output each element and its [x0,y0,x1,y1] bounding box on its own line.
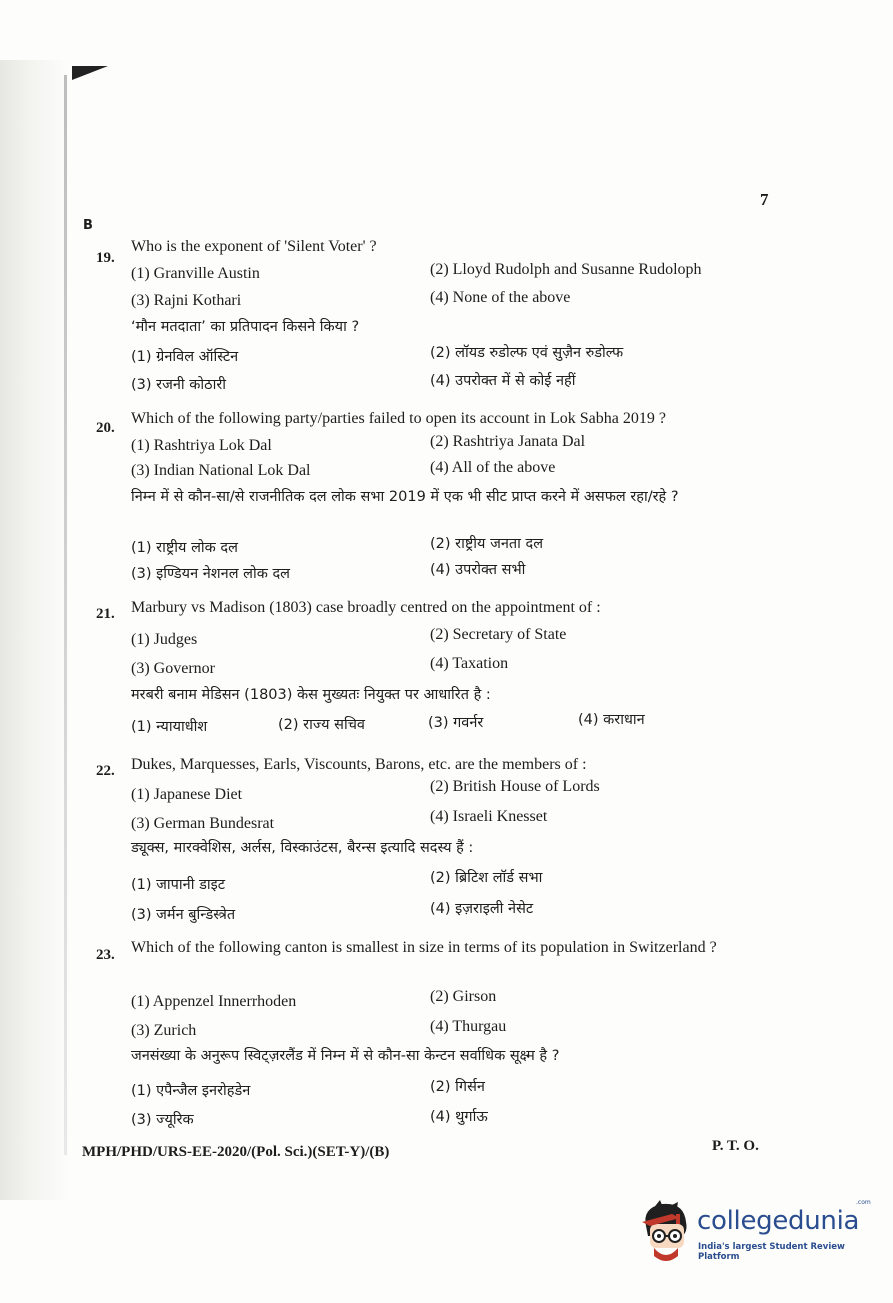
option-en-3: (3) Rajni Kothari [131,292,242,309]
corner-mark [72,66,108,80]
option-en-3: (3) German Bundesrat [131,815,275,832]
option-hi-2: (2) राष्ट्रीय जनता दल [430,536,544,552]
option-hi-2: (2) लॉयड रुडोल्फ एवं सुज़ैन रुडोल्फ [430,345,624,361]
option-hi-2: (2) ब्रिटिश लॉर्ड सभा [430,870,543,886]
option-hi-3: (3) जर्मन बुन्डिस्त्रेत [131,907,236,923]
question-text-en: Who is the exponent of 'Silent Voter' ? [131,238,377,255]
option-hi-4: (4) उपरोक्त सभी [430,562,526,578]
option-en-2: (2) Lloyd Rudolph and Susanne Rudoloph [430,261,702,278]
exam-code-footer: MPH/PHD/URS-EE-2020/(Pol. Sci.)(SET-Y)/(B) [82,1144,390,1160]
question-text-hi: निम्न में से कौन-सा/से राजनीतिक दल लोक सभा 2019 में एक भी सीट प्राप्त करने में असफल रहा/रहे ? [131,489,679,505]
scan-edge-shadow [0,60,70,1200]
question-number: 19. [96,250,115,266]
logo-wordmark: collegedunia [697,1206,860,1236]
option-en-4: (4) Taxation [430,655,509,672]
question-text-en: Which of the following canton is smallest in size in terms of its population in Switzerland ? [131,939,717,956]
collegedunia-logo [632,1196,871,1266]
option-en-1: (1) Rashtriya Lok Dal [131,437,272,454]
scan-binding-line [64,75,67,1155]
question-text-en: Dukes, Marquesses, Earls, Viscounts, Barons, etc. are the members of : [131,756,587,773]
option-hi-1: (1) न्यायाधीश [131,719,208,735]
option-hi-3: (3) ज्यूरिक [131,1112,194,1128]
option-en-1: (1) Appenzel Innerrhoden [131,993,297,1010]
option-hi-4: (4) उपरोक्त में से कोई नहीं [430,373,576,389]
option-hi-4: (4) थुर्गाऊ [430,1109,488,1125]
option-en-2: (2) Rashtriya Janata Dal [430,433,586,450]
question-text-en: Which of the following party/parties failed to open its account in Lok Sabha 2019 ? [131,410,666,427]
option-en-3: (3) Indian National Lok Dal [131,462,311,479]
question-text-hi: ‘मौन मतदाता’ का प्रतिपादन किसने किया ? [131,319,360,335]
option-hi-4: (4) इज़राइली नेसेट [430,901,534,917]
option-en-4: (4) Israeli Knesset [430,808,548,825]
question-text-hi: मरबरी बनाम मेडिसन (1803) केस मुख्यतः नियुक्त पर आधारित है : [131,687,491,703]
question-number: 22. [96,763,115,779]
option-hi-3: (3) गवर्नर [428,715,484,731]
option-hi-1: (1) राष्ट्रीय लोक दल [131,540,238,556]
option-en-1: (1) Japanese Diet [131,786,243,803]
option-hi-1: (1) एपैन्जैल इनरोहडेन [131,1083,251,1099]
option-hi-4: (4) कराधान [578,712,645,728]
option-en-4: (4) Thurgau [430,1018,507,1035]
option-hi-1: (1) जापानी डाइट [131,877,226,893]
logo-dotcom: .com [856,1199,871,1206]
option-en-1: (1) Judges [131,631,198,648]
option-hi-2: (2) गिर्सन [430,1079,485,1095]
option-en-4: (4) None of the above [430,289,571,306]
option-en-2: (2) British House of Lords [430,778,600,795]
option-en-1: (1) Granville Austin [131,265,260,282]
pto-label: P. T. O. [712,1138,759,1154]
mascot-icon [632,1196,696,1266]
question-number: 23. [96,947,115,963]
option-en-3: (3) Governor [131,660,215,677]
question-text-hi: जनसंख्या के अनुरूप स्विट्ज़रलैंड में निम्न में से कौन-सा केन्टन सर्वाधिक सूक्ष्म है ? [131,1048,560,1064]
question-number: 21. [96,606,115,622]
option-hi-3: (3) इण्डियन नेशनल लोक दल [131,566,290,582]
set-letter: B [83,218,93,233]
option-hi-3: (3) रजनी कोठारी [131,377,227,393]
option-en-2: (2) Girson [430,988,497,1005]
option-en-2: (2) Secretary of State [430,626,567,643]
question-number: 20. [96,420,115,436]
option-en-4: (4) All of the above [430,459,556,476]
question-text-hi: ड्यूक्स, मारक्वेशिस, अर्लस, विस्काउंटस, बैरन्स इत्यादि सदस्य हैं : [131,840,474,856]
option-en-3: (3) Zurich [131,1022,197,1039]
logo-tagline: India's largest Student Review Platform [698,1242,845,1262]
option-hi-1: (1) ग्रेनविल ऑस्टिन [131,349,239,365]
option-hi-2: (2) राज्य सचिव [278,717,365,733]
question-text-en: Marbury vs Madison (1803) case broadly centred on the appointment of : [131,599,601,616]
page-number: 7 [760,190,769,209]
